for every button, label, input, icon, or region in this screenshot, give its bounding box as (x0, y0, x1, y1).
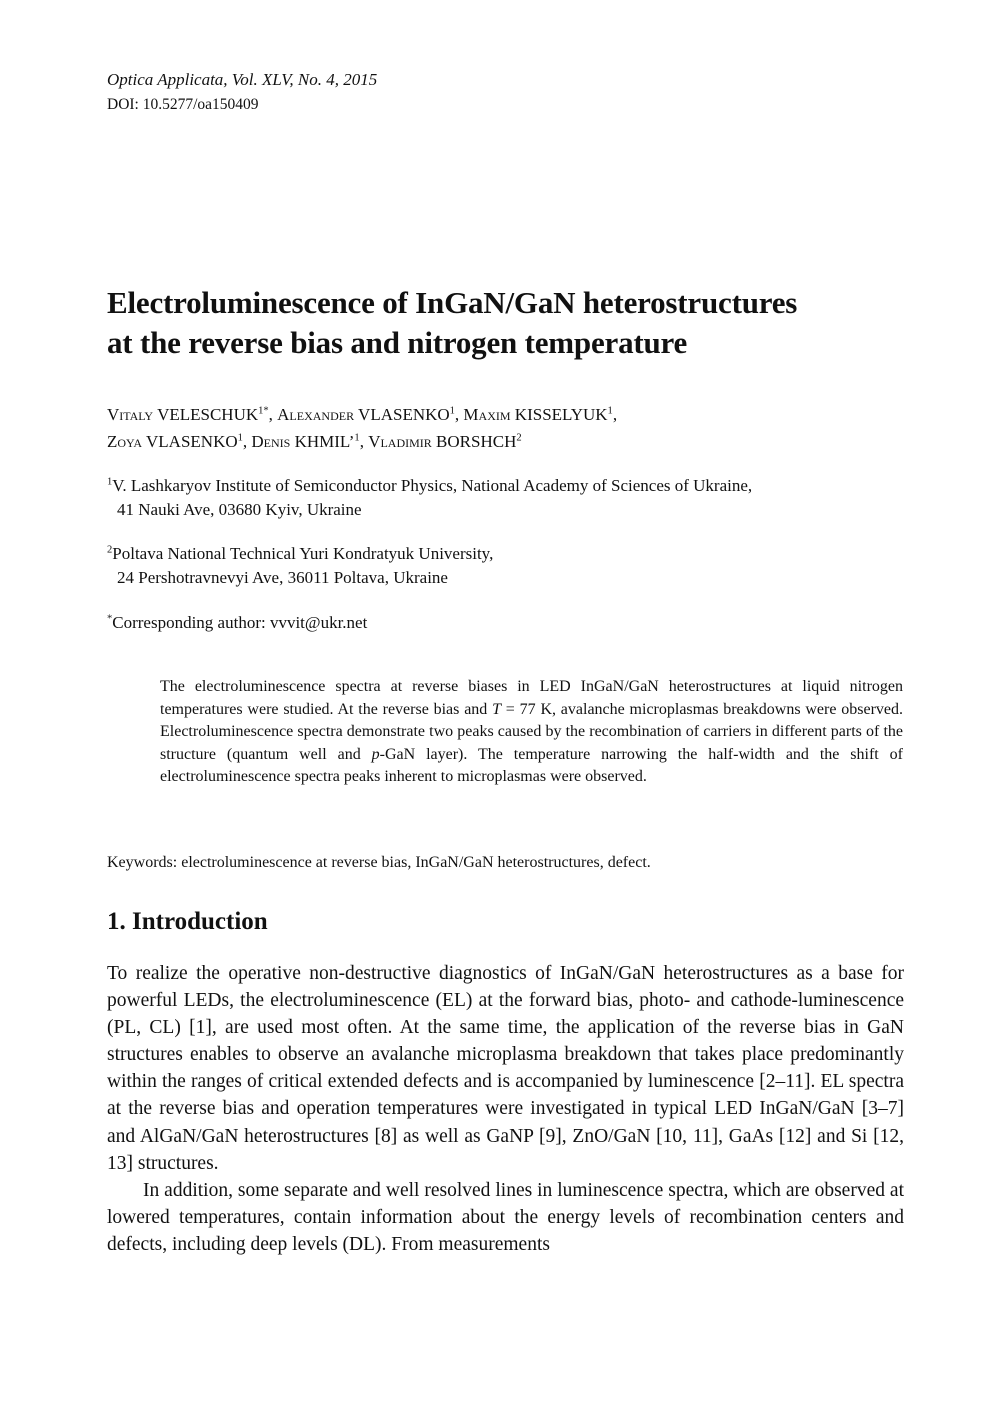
affiliation-mark: 1 (107, 476, 113, 488)
author-first-name: Alexander (277, 405, 355, 424)
author-first-name: Maxim (463, 405, 511, 424)
author-affiliation-mark: 1 (449, 405, 455, 417)
author-first-name: Vitaly (107, 405, 154, 424)
author-last-name: VLASENKO (358, 405, 450, 424)
author-separator: , (612, 405, 618, 424)
affiliation-1-line-2: 41 Nauki Ave, 03680 Kyiv, Ukraine (117, 500, 362, 519)
author-first-name: Zoya (107, 432, 143, 451)
author-separator: , (359, 432, 369, 451)
body-text (107, 960, 904, 1258)
paragraph-1: To realize the operative non-destructive diagnostics of InGaN/GaN heterostructures as a base for powerful LEDs, the electroluminescence (EL) at the forward bias, photo- and cathode-luminescence (PL, CL) [1], are used most often. At the same time, the application of the reverse bias in GaN structures enables to observe an avalanche microplasma breakdown that takes place predominantly within the ranges of critical extended defects and is accompanied by luminescence [2–11]. EL spectra at the reverse bias and operation temperatures were investigated in typical LED InGaN/GaN [3–7] and AlGaN/GaN heterostructures [8] as well as GaNP [9], ZnO/GaN [10, 11], GaAs [12] and Si [12, 13] structures. (107, 963, 904, 1174)
abstract-text-1: The electroluminescence spectra at reverse biases in LED InGaN/GaN heterostructures at liquid nitrogen temperatures were studied. At the reverse bias and (160, 678, 903, 718)
affiliation-1-line-1: V. Lashkaryov Institute of Semiconductor Physics, National Academy of Sciences of Ukraine, (112, 476, 753, 495)
affiliation-2-line-1: Poltava National Technical Yuri Kondratyuk University, (112, 544, 494, 563)
author-last-name: VLASENKO (146, 432, 238, 451)
author-last-name: KISSELYUK (514, 405, 608, 424)
paragraph-2: In addition, some separate and well resolved lines in luminescence spectra, which are observed at lowered temperatures, contain information about the energy levels of recombination centers and defects, including deep levels (DL). From measurements (107, 1179, 904, 1255)
author-affiliation-mark: 1* (258, 405, 269, 417)
affiliation-mark: 2 (107, 544, 113, 556)
author-affiliation-mark: 2 (516, 432, 522, 444)
author-separator: , (454, 405, 464, 424)
abstract-symbol-t: T (492, 700, 501, 718)
abstract (160, 676, 903, 789)
abstract-text-3: -GaN layer). The temperature narrowing the half-width and the shift of electroluminescence spectra peaks inherent to microplasmas were observed. (160, 745, 904, 785)
title-line-2: at the reverse bias and nitrogen temperature (107, 325, 688, 360)
keywords: Keywords: electroluminescence at reverse bias, InGaN/GaN heterostructures, defect. (107, 854, 651, 871)
affiliation-2 (107, 542, 493, 590)
corresponding-mark: * (107, 613, 113, 625)
abstract-symbol-p: p (371, 745, 380, 763)
doi: DOI: 10.5277/oa150409 (107, 96, 259, 113)
author-affiliation-mark: 1 (607, 405, 613, 417)
corresponding-email: Corresponding author: vvvit@ukr.net (112, 613, 368, 632)
author-last-name: KHMIL’ (294, 432, 355, 451)
affiliation-1 (107, 474, 752, 522)
author-separator: , (242, 432, 252, 451)
author-line-2 (107, 428, 617, 455)
author-last-name: VELESCHUK (157, 405, 259, 424)
author-separator: , (268, 405, 278, 424)
author-last-name: BORSHCH (436, 432, 517, 451)
paper-title (107, 283, 907, 363)
author-affiliation-mark: 1 (354, 432, 360, 444)
affiliation-2-line-2: 24 Pershotravnevyi Ave, 36011 Poltava, Ukraine (117, 568, 448, 587)
author-first-name: Denis (251, 432, 291, 451)
abstract-text-2: = 77 K, avalanche microplasmas breakdowns were observed. Electroluminescence spectra demonstrate two peaks caused by the recombination of carriers in different parts of the structure (quantum well and (160, 700, 903, 763)
author-first-name: Vladimir (368, 432, 432, 451)
corresponding-author (107, 611, 367, 635)
journal-citation: Optica Applicata, Vol. XLV, No. 4, 2015 (107, 70, 378, 89)
author-affiliation-mark: 1 (237, 432, 243, 444)
author-list (107, 401, 617, 455)
section-heading: 1. Introduction (107, 908, 268, 935)
title-line-1: Electroluminescence of InGaN/GaN heterostructures (107, 285, 798, 320)
author-line-1 (107, 401, 617, 428)
